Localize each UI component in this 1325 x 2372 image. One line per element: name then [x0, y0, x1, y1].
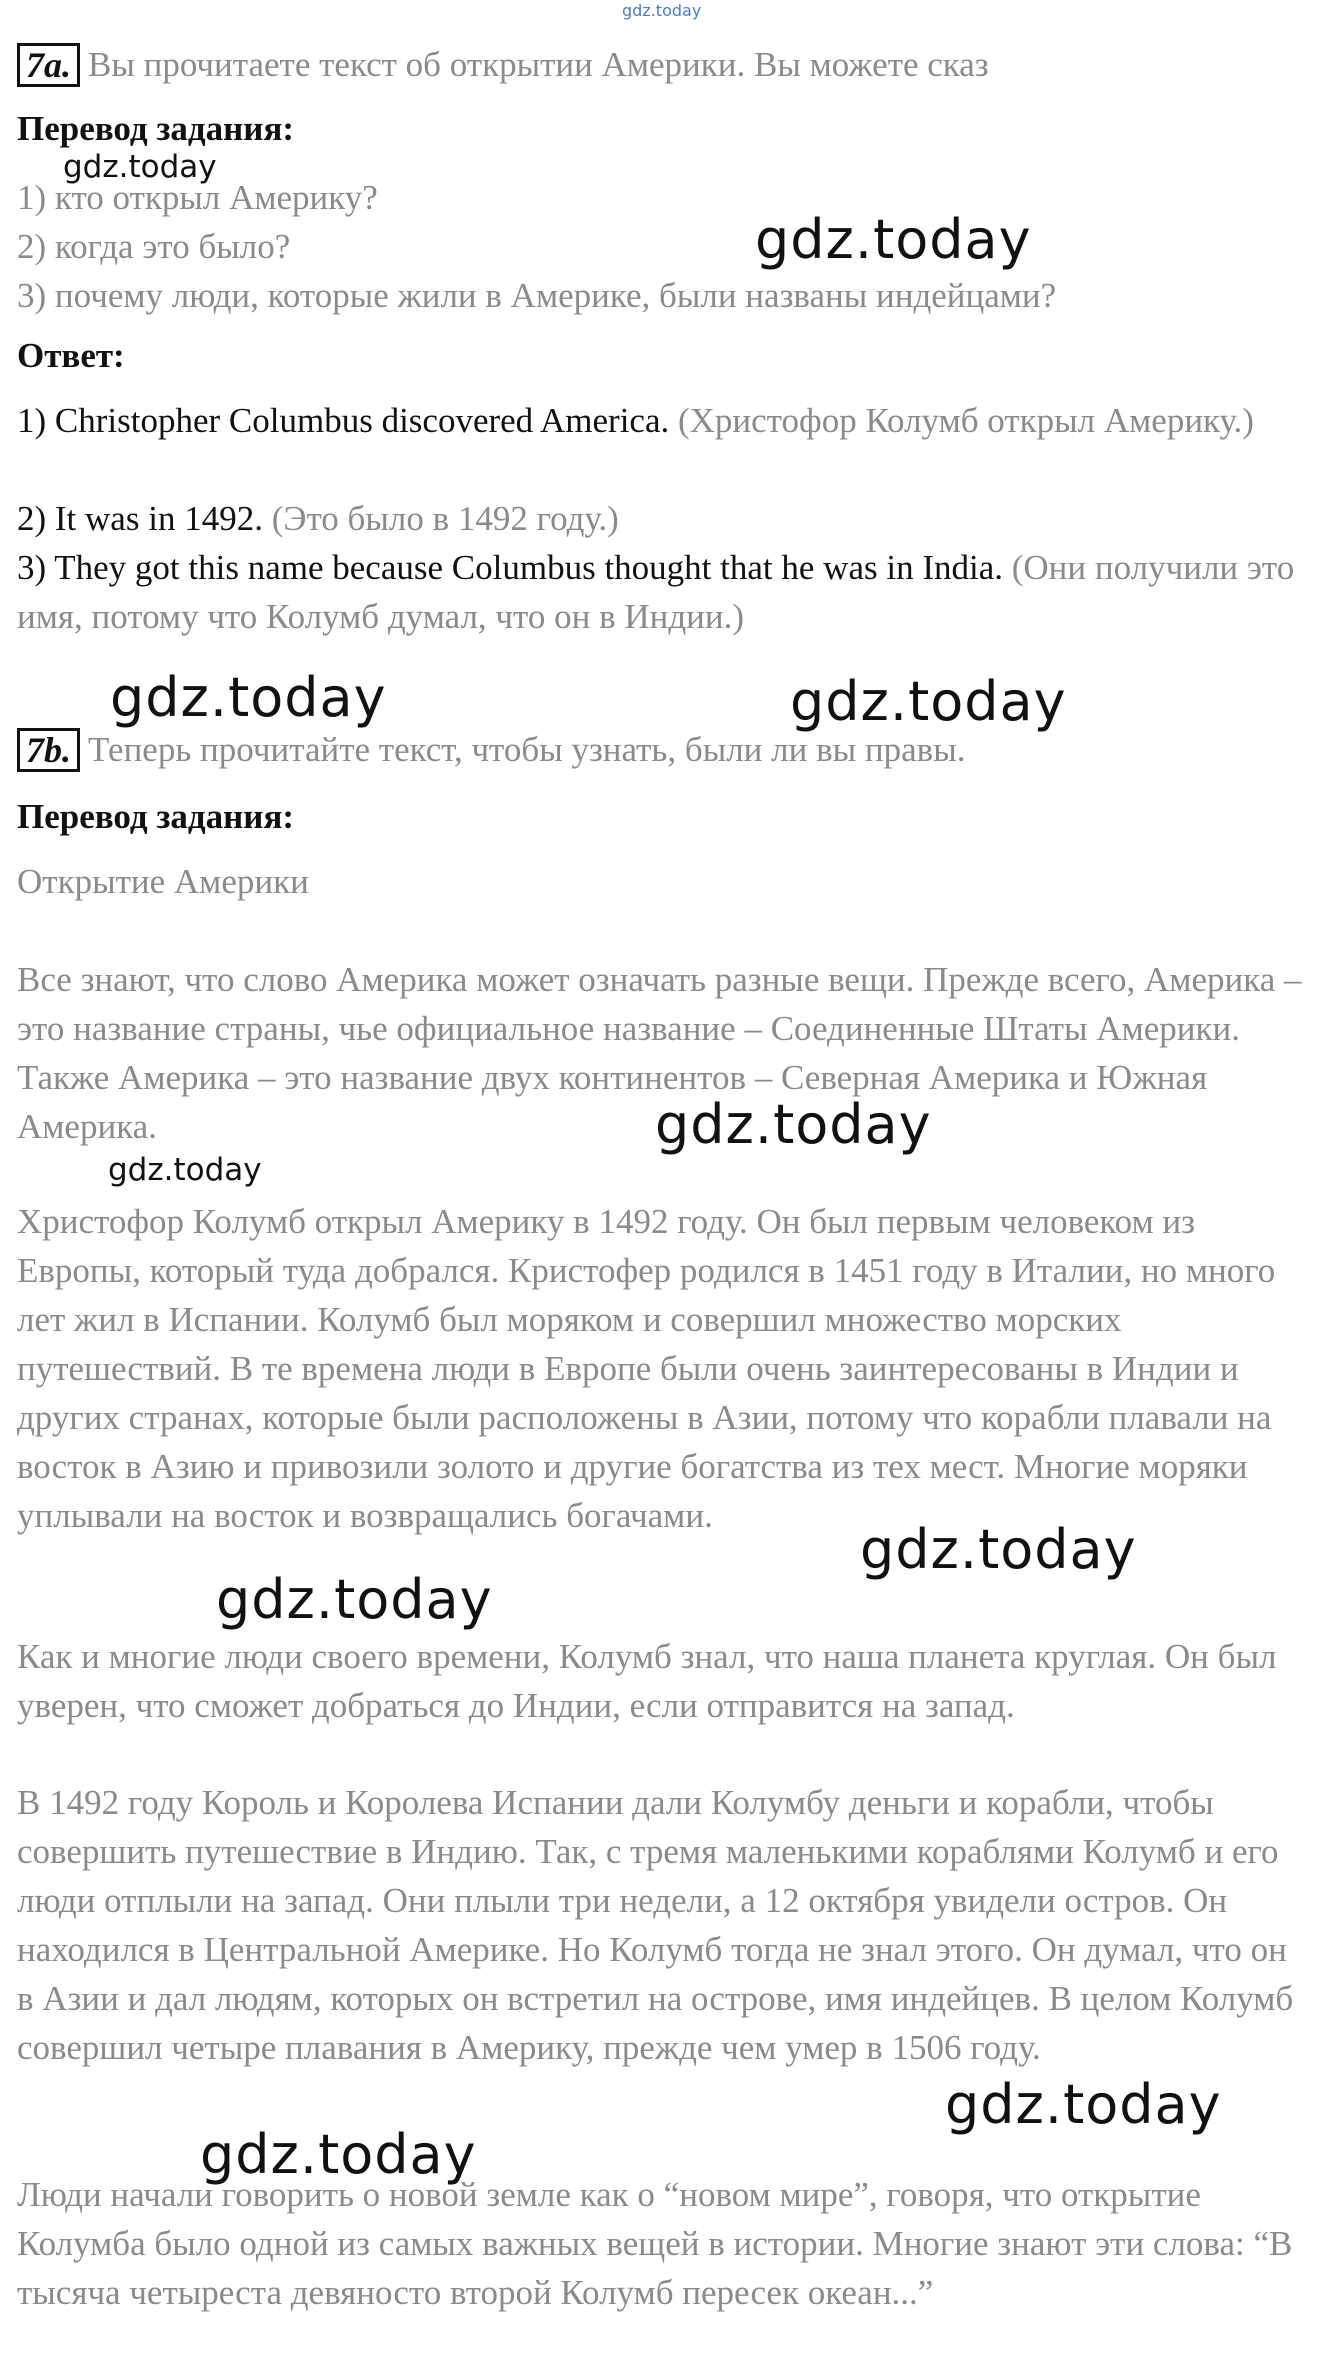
paragraph-3: Как и многие люди своего времени, Колумб знал, что наша планета круглая. Он был уверен, что сможет добраться до Индии, если отправится на запад. [17, 1637, 1277, 1725]
watermark-1: gdz.today [63, 149, 217, 185]
answer-1-en: 1) Christopher Columbus discovered America. [17, 401, 670, 440]
watermark-4: gdz.today [790, 670, 1067, 733]
task-7a-questions [17, 173, 1305, 320]
paragraph-4: В 1492 году Король и Королева Испании дали Колумбу деньги и корабли, чтобы совершить путешествие в Индию. Так, с тремя маленькими кораблями Колумб и его люди отплыли на запад. Они плыли три недели, а 12 октября увидели остров. Он находился в Центральной Америке. Но Колумб тогда не знал этого. Он думал, что он в Азии и дал людям, которых он встретил на острове, имя индейцев. В целом Колумб совершил четыре плавания в Америку, прежде чем умер в 1506 году. [17, 1783, 1294, 2067]
answer-2-en: 2) It was in 1492. [17, 499, 263, 538]
task-7a-label: 7a. [17, 43, 80, 87]
task-7b-header [17, 725, 1305, 774]
watermark-8: gdz.today [216, 1568, 493, 1631]
question-3: 3) почему люди, которые жили в Америке, были названы индейцами? [17, 276, 1057, 315]
text-title: Открытие Америки [17, 862, 309, 901]
paragraph-5: Люди начали говорить о новой земле как о “новом мире”, говоря, что открытие Колумба было одной из самых важных вещей в истории. Многие знают эти слова: “В тысяча четыреста девяносто второй Колумб пересек океан...” [17, 2175, 1293, 2312]
question-2: 2) когда это было? [17, 227, 291, 266]
watermark-6: gdz.today [108, 1152, 262, 1188]
task-7b-label: 7b. [17, 728, 80, 772]
task-7a-translation-heading: Перевод задания: [17, 109, 295, 148]
answer-3-en: 3) They got this name because Columbus thought that he was in India. [17, 548, 1003, 587]
answer-3 [17, 543, 1305, 641]
question-1: 1) кто открыл Америку? [17, 178, 378, 217]
task-7b-text: Теперь прочитайте текст, чтобы узнать, были ли вы правы. [88, 730, 966, 769]
watermark-5: gdz.today [655, 1093, 932, 1156]
task-7a-text: Вы прочитаете текст об открытии Америки. Вы можете сказ [88, 45, 989, 84]
answer-1 [17, 396, 1305, 445]
watermark-3: gdz.today [110, 666, 387, 729]
header-watermark: gdz.today [622, 1, 702, 20]
task-7a-answer-heading: Ответ: [17, 336, 125, 375]
answer-2 [17, 494, 1305, 543]
answer-1-ru: (Христофор Колумб открыл Америку.) [669, 401, 1254, 440]
watermark-7: gdz.today [860, 1518, 1137, 1581]
task-7b-translation-heading: Перевод задания: [17, 797, 295, 836]
task-7a-header [17, 40, 1305, 89]
answer-2-ru: (Это было в 1492 году.) [262, 499, 619, 538]
watermark-9: gdz.today [945, 2073, 1222, 2136]
paragraph-2: Христофор Колумб открыл Америку в 1492 году. Он был первым человеком из Европы, который туда добрался. Кристофер родился в 1451 году в Италии, но много лет жил в Испании. Колумб был моряком и совершил множество морских путешествий. В те времена люди в Европе были очень заинтересованы в Индии и других странах, которые были расположены в Азии, потому что корабли плавали на восток в Азию и привозили золото и другие богатства из тех мест. Многие моряки уплывали на восток и возвращались богачами. [17, 1202, 1276, 1535]
answer-3-ru: (Они получили это имя, потому что Колумб думал, что он в Индии.) [17, 548, 1295, 636]
paragraph-1: Все знают, что слово Америка может означать разные вещи. Прежде всего, Америка – это название страны, чье официальное название – Соединенные Штаты Америки. Также Америка – это название двух континентов – Северная Америка и Южная Америка. [17, 960, 1302, 1146]
watermark-2: gdz.today [755, 208, 1032, 271]
watermark-10: gdz.today [200, 2123, 477, 2186]
